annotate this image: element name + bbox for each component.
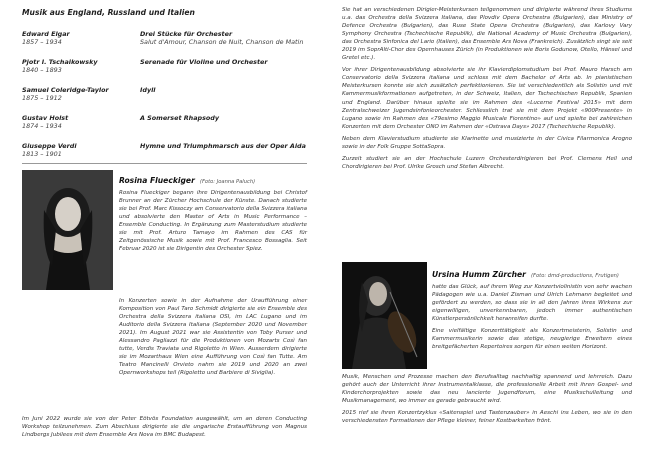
work-title: A Somerset Rhapsody [140,114,220,122]
composer-years: 1840 – 1893 [22,66,62,74]
composer-years: 1874 – 1934 [22,122,62,130]
ursina-paragraph-4: 2015 rief sie ihren Konzertzyklus «Saitenspiel und Tastenzauber» in Aeschi ins Leben, wo sie in den verschiedensten Formationen der Pflege kleiner, feiner Kostbarkeiten frönt. [342,410,632,425]
rosina-paragraph-1: Rosina Flueckiger begann ihre Dirigentenausbildung bei Christof Brunner an der Zürcher Hochschule der Künste. Danach studierte sie bei Prof. Marc Kissoczy am Conservatorio della Svizzera italiana und absolvierte den Master of Arts in Music Performance – Ensemble Conducting. In Ergänzung zum Masterstudium studierte sie mit Prof. Arturo Tamayo im Rahmen des CAS für Zeitgenössische Musik sowie mit Prof. Francesco Bossaglia. Seit Februar 2020 ist sie Dirigentin des Orchester Spiez. [119,190,307,253]
composer-name: Samuel Coleridge-Taylor [22,86,109,94]
rosina-paragraph-2: In Konzerten sowie in der Aufnahme der Uraufführung einer Komposition von Paul Taro Schmidt dirigierte sie ein Ensemble des Orchestra della Svizzera italiana OSI, im LAC Lugano und im Auditorio della Svizzera Italiana (September 2020 und November 2021). Im August 2021 war sie Assistentin von Toby Purser und Alessandro Pagliazzi für die Produktionen von Mozarts Così fan tutte, Verdis Traviata und Rigoletto in Wien. Ausserdem dirigierte sie im Mozarthaus Wien eine Aufführung von Così fan Tutte. Am Teatro Mancinelli Orvieto nahm sie 2019 und 2020 an zwei Opernworkshops teil (Rigoletto und Barbiere di Siviglia). [119,298,307,377]
rosina-name: Rosina Flueckiger [119,176,195,185]
composer-years: 1857 – 1934 [22,38,62,46]
ursina-portrait [342,262,427,369]
right-text-block [342,6,632,171]
composer-name: Gustav Holst [22,114,69,122]
ursina-paragraph-1: hatte das Glück, auf ihrem Weg zur Konzertviolinistin von sehr wachen Pädagogen wie u.a. Daniel Zisman und Ulrich Lehmann begleitet und gefördert zu werden, so dass sie in all den Jahren ihres Wirkens zur eigenwilligen, unverkennbaren, jedoch immer authentischen Künstlerpersönlichkeit heranreifen durfte. [432,284,632,323]
work-title: Hymne und Triumphmarsch aus der Oper Aida [140,142,306,150]
section-divider [22,163,307,164]
right-paragraph-2: Vor ihrer Dirigentenausbildung absolvierte sie ihr Klavierdiplomstudium bei Prof. Mauro Harsch am Conservatorio della Svizzera italiana und schloss mit dem Bachelor of Arts ab. In pianistischen Meisterkursen konnte sie sich zusätzlich perfektionieren. Sie ist verschiedentlich als Solistin und mit Kammermusikformationen aufgetreten, in der Schweiz, Italien, der Tschechischen Republik, Spanien und England. Darüber hinaus spielte sie im Rahmen des «Lucerne Festival 2015» mit dem Zentralschweizer Jugendsinfonieorchester. Schliesslich trat sie mit dem Projekt «900Presente» in Lugano sowie im Rahmen des «79esimo Maggio Musicale Fiorentino» auf und spielte bei zahlreichen Konzerten mit dem Orchester ONO im Rahmen der «Ostrava Days» 2017 (Tschechische Republik). [342,67,632,130]
work-title: Drei Stücke für Orchester [140,30,233,38]
program-title: Musik aus England, Russland und Italien [22,8,195,17]
right-paragraph-3: Neben dem Klavierstudium studierte sie Klarinette und musizierte in der Civica Filarmonica Arogno sowie in der Folk Gruppe SottaSopra. [342,135,632,150]
rosina-paragraph-3: Im Juni 2022 wurde sie von der Peter Eötvös Foundation ausgewählt, um an deren Conducting Workshop teilzunehmen. Zum Abschluss dirigierte sie die ungarische Erstaufführung von Magnus Lindbergs Jubilees mit dem Ensemble Ars Nova im BMC Budapest. [22,416,307,439]
rosina-bio-cont [119,297,307,377]
composer-name: Pjotr I. Tschaikowsky [22,58,98,66]
composer-years: 1813 – 1901 [22,150,62,158]
rosina-portrait [22,170,113,290]
rosina-photo-credit: (Foto: Joanna Paluch) [199,179,256,185]
ursina-bio-cont [342,373,632,425]
ursina-bio-head [432,262,632,355]
rosina-bio-end [22,415,307,439]
right-paragraph-4: Zurzeit studiert sie an der Hochschule Luzern Orchesterdirigieren bei Prof. Clemens Heil und Chordirigieren bei Prof. Ulrike Grosch und Stefan Albrecht. [342,155,632,170]
composer-name: Giuseppe Verdi [22,142,77,150]
ursina-name: Ursina Humm Zürcher [432,270,526,279]
ursina-paragraph-2: Eine vielfältige Konzerttätigkeit als Konzertmeisterin, Solistin und Kammermusikerin sowie das stetige, neugierige Erweitern eines breitgefächerten Repertoires sorgen für einen weiten Horizont. [432,328,632,351]
work-subtitle: Salut d'Amour, Chanson de Nuit, Chanson de Matin [140,38,304,46]
rosina-bio [119,168,307,253]
composer-years: 1875 – 1912 [22,94,62,102]
work-title: Idyll [140,86,156,94]
ursina-photo-credit: (Foto: dmd-productions, Frutigen) [531,273,619,279]
work-title: Serenade für Violine und Orchester [140,58,268,66]
right-paragraph-1: Sie hat an verschiedenen Dirigier-Meisterkursen teilgenommen und dirigierte während ihres Studiums u.a. das Orchestra della Svizzera Italiana, das Plovdiv Opera Orchestra (Bulgarien), das Ministry of Defence Orchestra (Bulgarien), das Ruse State Opera Orchestra (Bulgarien), das Karlovy Vary Symphony Orchestra (Tschechische Republik), die National Academy of Music Orchestra (Bulgarien), das Orchestra Sinfonica del Lario (Italien), das Ensemble Ars Nova (Frankreich). Zusätzlich singt sie seit 2019 im SoprAlti-Chor des Opernhauses Zürich (in Produktionen wie Boris Godunow, Otello, Hänsel und Gretel etc.). [342,7,632,62]
composer-name: Edward Elgar [22,30,70,38]
ursina-paragraph-3: Musik, Menschen und Prozesse machen den Berufsalltag nachhaltig spannend und lehrreich. Dazu gehört auch der Unterricht ihrer Instrumentalklasse, die professionelle Arbeit mit ihren Gospel- und Kinderchorprojekten sowie das neu lancierte Jugendforum, eine Musikschulleitung und Musikmanagement, wo immer es gerade gebraucht wird. [342,374,632,405]
